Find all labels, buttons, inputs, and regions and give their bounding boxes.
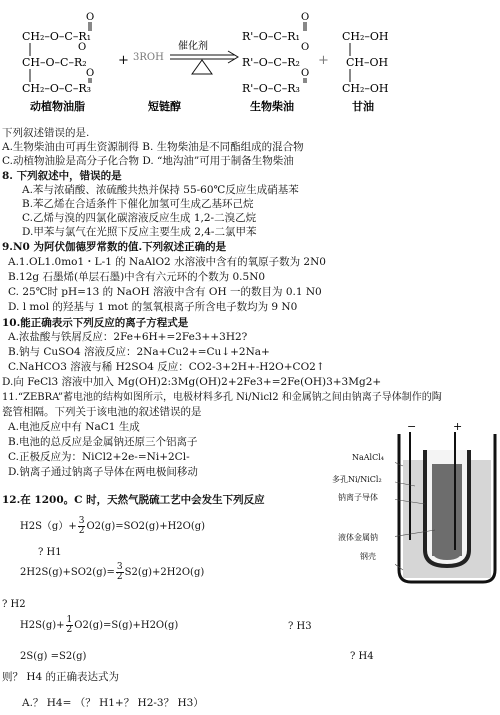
text-line: A.生物柴油由可再生资源制得 B. 生物柴油是不同酯组成的混合物 (2, 141, 304, 153)
biodiesel-row-2: R'–O–C–R₂ (242, 56, 300, 69)
equation-1-right: O2(g)=SO2(g)+H2O(g) (86, 521, 206, 532)
glycerol-row-1: CH₂–OH (342, 30, 389, 43)
option-d: D.向 FeCl3 溶液中加入 Mg(OH)2:3Mg(OH)2+2Fe3+=2Fe(OH)3+3Mg2+ (2, 376, 382, 388)
battery-labels (330, 430, 400, 570)
carbonyl-o: O (78, 42, 87, 53)
option-a: A.苯与浓硝酸、浓硫酸共热并保持 55-60℃反应生成硝基苯 (22, 184, 299, 196)
delta-h4: ? H4 (350, 651, 374, 662)
triglyceride-row-3: CH₂–O–C–R₃ (22, 82, 92, 95)
triglyceride-structure (22, 12, 94, 113)
glycerol-row-3: CH₂–OH (342, 82, 389, 95)
option-b: B.苯乙烯在合适条件下催化加氢可生成乙基环己烷 (22, 198, 254, 210)
label-liquid-sodium: 液体金属钠 (338, 533, 378, 542)
carbonyl-o: O (301, 12, 310, 23)
question-12: 12.在 1200。C 时，天然气脱硫工艺中会发生下列反应 (2, 494, 265, 506)
fraction: $\frac{3}{2}$ (78, 516, 85, 536)
equation-1 (20, 516, 205, 538)
carbonyl-o: O (301, 68, 310, 79)
biodiesel-caption: 生物柴油 (250, 100, 294, 113)
heat-triangle-icon (192, 60, 212, 74)
plus-sign: + (318, 53, 329, 68)
reaction-scheme (0, 0, 500, 125)
glycerol-structure (342, 30, 389, 113)
delta-h3: ? H3 (288, 621, 312, 632)
option-d: D. l mol 的羟基与 1 mot 的氢氧根离子所含电子数均为 9 N0 (8, 301, 298, 313)
equation-3 (20, 615, 178, 637)
biodiesel-structure (242, 12, 309, 113)
question-9: 9.N0 为阿伏伽德罗常数的值.下列叙述正确的是 (2, 241, 227, 253)
delta-h2: ? H2 (2, 599, 26, 610)
fraction: $\frac{1}{2}$ (66, 615, 73, 635)
option-b: B.12g 石墨烯(单层石墨)中含有六元环的个数为 0.5N0 (8, 271, 266, 283)
option-a: A.浓盐酸与铁屑反应：2Fe+6H+=2Fe3++3H2? (8, 331, 248, 343)
question-10: 10.能正确表示下列反应的离子方程式是 (2, 317, 189, 329)
fraction: $\frac{3}{2}$ (116, 562, 123, 582)
alcohol-caption: 短链醇 (148, 100, 181, 113)
label-electrolyte: NaAlCl₄ (352, 453, 384, 462)
alcohol-reagent: 3ROH (133, 52, 164, 63)
equation-3-right: O2(g)=S(g)+H2O(g) (74, 620, 179, 631)
equation-2-right: S2(g)+2H2O(g) (124, 567, 205, 578)
option-b: B.钠与 CuSO4 溶液反应：2Na+Cu2+=Cu↓+2Na+ (8, 346, 270, 358)
glycerol-caption: 甘油 (352, 100, 374, 113)
biodiesel-row-1: R'–O–C–R₁ (242, 30, 300, 43)
option-d: D.钠离子通过钠离子导体在两电极间移动 (8, 466, 198, 478)
label-steel-case: 钢壳 (360, 552, 376, 561)
question-12-prompt: 则？ H4 的正确表达式为 (2, 671, 120, 683)
label-porous-electrode: 多孔Ni/NiCl₂ (332, 475, 382, 484)
catalyst-label: 催化剂 (178, 41, 208, 52)
triglyceride-row-1: CH₂–O–C–R₁ (22, 30, 92, 43)
delta-h1: ? H1 (38, 547, 62, 558)
question-8: 8. 下列叙述中，错误的是 (2, 170, 122, 182)
text-line: C.动植物油脸是高分子化合物 D. “地沟油”可用于制备生物柴油 (2, 155, 294, 167)
equation-4: 2S(g) =S2(g) (20, 651, 87, 662)
positive-terminal: + (453, 420, 463, 433)
glycerol-row-2: CH–OH (346, 56, 389, 69)
carbonyl-o: O (301, 42, 310, 53)
equation-2 (20, 562, 204, 584)
label-ion-conductor: 钠离子导体 (338, 493, 378, 502)
equation-1-left: H2S（g）+ (20, 521, 77, 532)
option-a: A.？ H4= （？ H1+？ H2-3？ H3） (22, 697, 204, 709)
carbonyl-o: O (86, 12, 95, 23)
triglyceride-row-2: CH–O–C–R₂ (22, 56, 87, 69)
zebra-battery-diagram (395, 420, 498, 590)
question-11-cont: 瓷管相隔。下列关于该电池的叙述错误的是 (2, 406, 202, 418)
equation-3-left: H2S(g)+ (20, 620, 65, 631)
option-c: C.NaHCO3 溶液与稀 H2SO4 反应：CO2-3+2H+-H2O+CO2↑ (8, 361, 325, 373)
option-a: A.电池反应中有 NaC1 生成 (8, 421, 140, 433)
option-d: D.甲苯与氯气在光照下反应主要生成 2,4-二氯甲苯 (22, 226, 257, 238)
triglyceride-caption: 动植物油脂 (30, 100, 85, 113)
plus-sign: + (118, 53, 129, 68)
text-line: 下列叙述错误的是. (2, 127, 90, 139)
option-c: C.正极反应为：NiCl2+2e-=Ni+2Cl- (8, 451, 190, 463)
option-a: A.1.OL1.0mo1・L-1 的 NaAlO2 水溶液中含有的氧原子数为 2N0 (8, 256, 326, 268)
option-b: B.电池的总反应是金属钠还原三个铝离子 (8, 436, 198, 448)
negative-terminal: − (407, 420, 417, 433)
biodiesel-row-3: R'–O–C–R₃ (242, 82, 300, 95)
equation-2-left: 2H2S(g)+SO2(g)= (20, 567, 115, 578)
option-c: C.乙烯与溴的四氯化碳溶液反应生成 1,2-二溴乙烷 (22, 212, 257, 224)
question-11: 11.“ZEBRA”蓄电池的结构如图所示，电极材料多孔 Ni/Nicl2 和金属钠之间由钠离子导体制作的陶 (2, 392, 442, 403)
carbonyl-o: O (86, 68, 95, 79)
option-c: C. 25℃时 pH=13 的 NaOH 溶液中含有 OH 一的数目为 0.1 N0 (8, 286, 322, 298)
